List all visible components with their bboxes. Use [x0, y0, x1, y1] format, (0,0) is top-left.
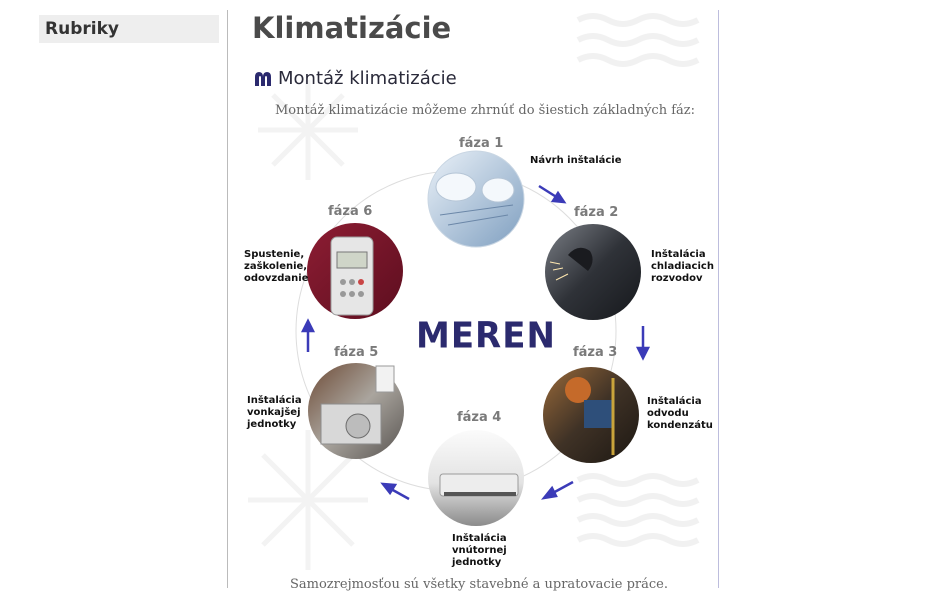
- phase-6-photo: [307, 223, 403, 319]
- phase-2-label: fáza 2: [574, 205, 619, 220]
- phase-1-photo: [428, 151, 524, 247]
- section-title-text: Montáž klimatizácie: [278, 68, 457, 89]
- phase-2-photo: [545, 224, 641, 320]
- phase-4-description: Inštalácia vnútornej jednotky: [452, 533, 507, 568]
- phase-1-label: fáza 1: [459, 136, 504, 151]
- sidebar-heading: Rubriky: [39, 15, 219, 43]
- arrow-4-to-5: [383, 484, 409, 499]
- arrow-2-to-3: [638, 326, 648, 358]
- phase-3-photo: [543, 367, 639, 463]
- phase-5-description: Inštalácia vonkajšej jednotky: [247, 395, 302, 430]
- page-title: Klimatizácie: [252, 11, 452, 45]
- arrow-3-to-4: [544, 482, 573, 498]
- phase-3-description: Inštalácia odvodu kondenzátu: [647, 396, 713, 431]
- phase-4-photo: [428, 430, 524, 526]
- arrow-5-to-6: [303, 321, 313, 352]
- phase-4-label: fáza 4: [457, 410, 502, 425]
- content-right-border: [718, 10, 719, 588]
- phase-3-label: fáza 3: [573, 345, 618, 360]
- phase-6-label: fáza 6: [328, 204, 373, 219]
- phase-5-label: fáza 5: [334, 345, 379, 360]
- arrow-1-to-2: [539, 186, 564, 202]
- installation-phases-diagram: [228, 0, 718, 600]
- phase-2-description: Inštalácia chladiacich rozvodov: [651, 249, 714, 284]
- closing-text: Samozrejmosťou sú všetky stavebné a upratovacie práce.: [290, 577, 668, 592]
- main-content: [228, 0, 718, 600]
- phase-6-description: Spustenie, zaškolenie, odovzdanie: [244, 249, 309, 284]
- intro-text: Montáž klimatizácie môžeme zhrnúť do šiestich základných fáz:: [275, 103, 696, 118]
- meren-logo: MEREN: [416, 315, 556, 357]
- sidebar: [39, 15, 219, 43]
- phase-1-description: Návrh inštalácie: [530, 155, 622, 166]
- phase-5-photo: [308, 363, 404, 459]
